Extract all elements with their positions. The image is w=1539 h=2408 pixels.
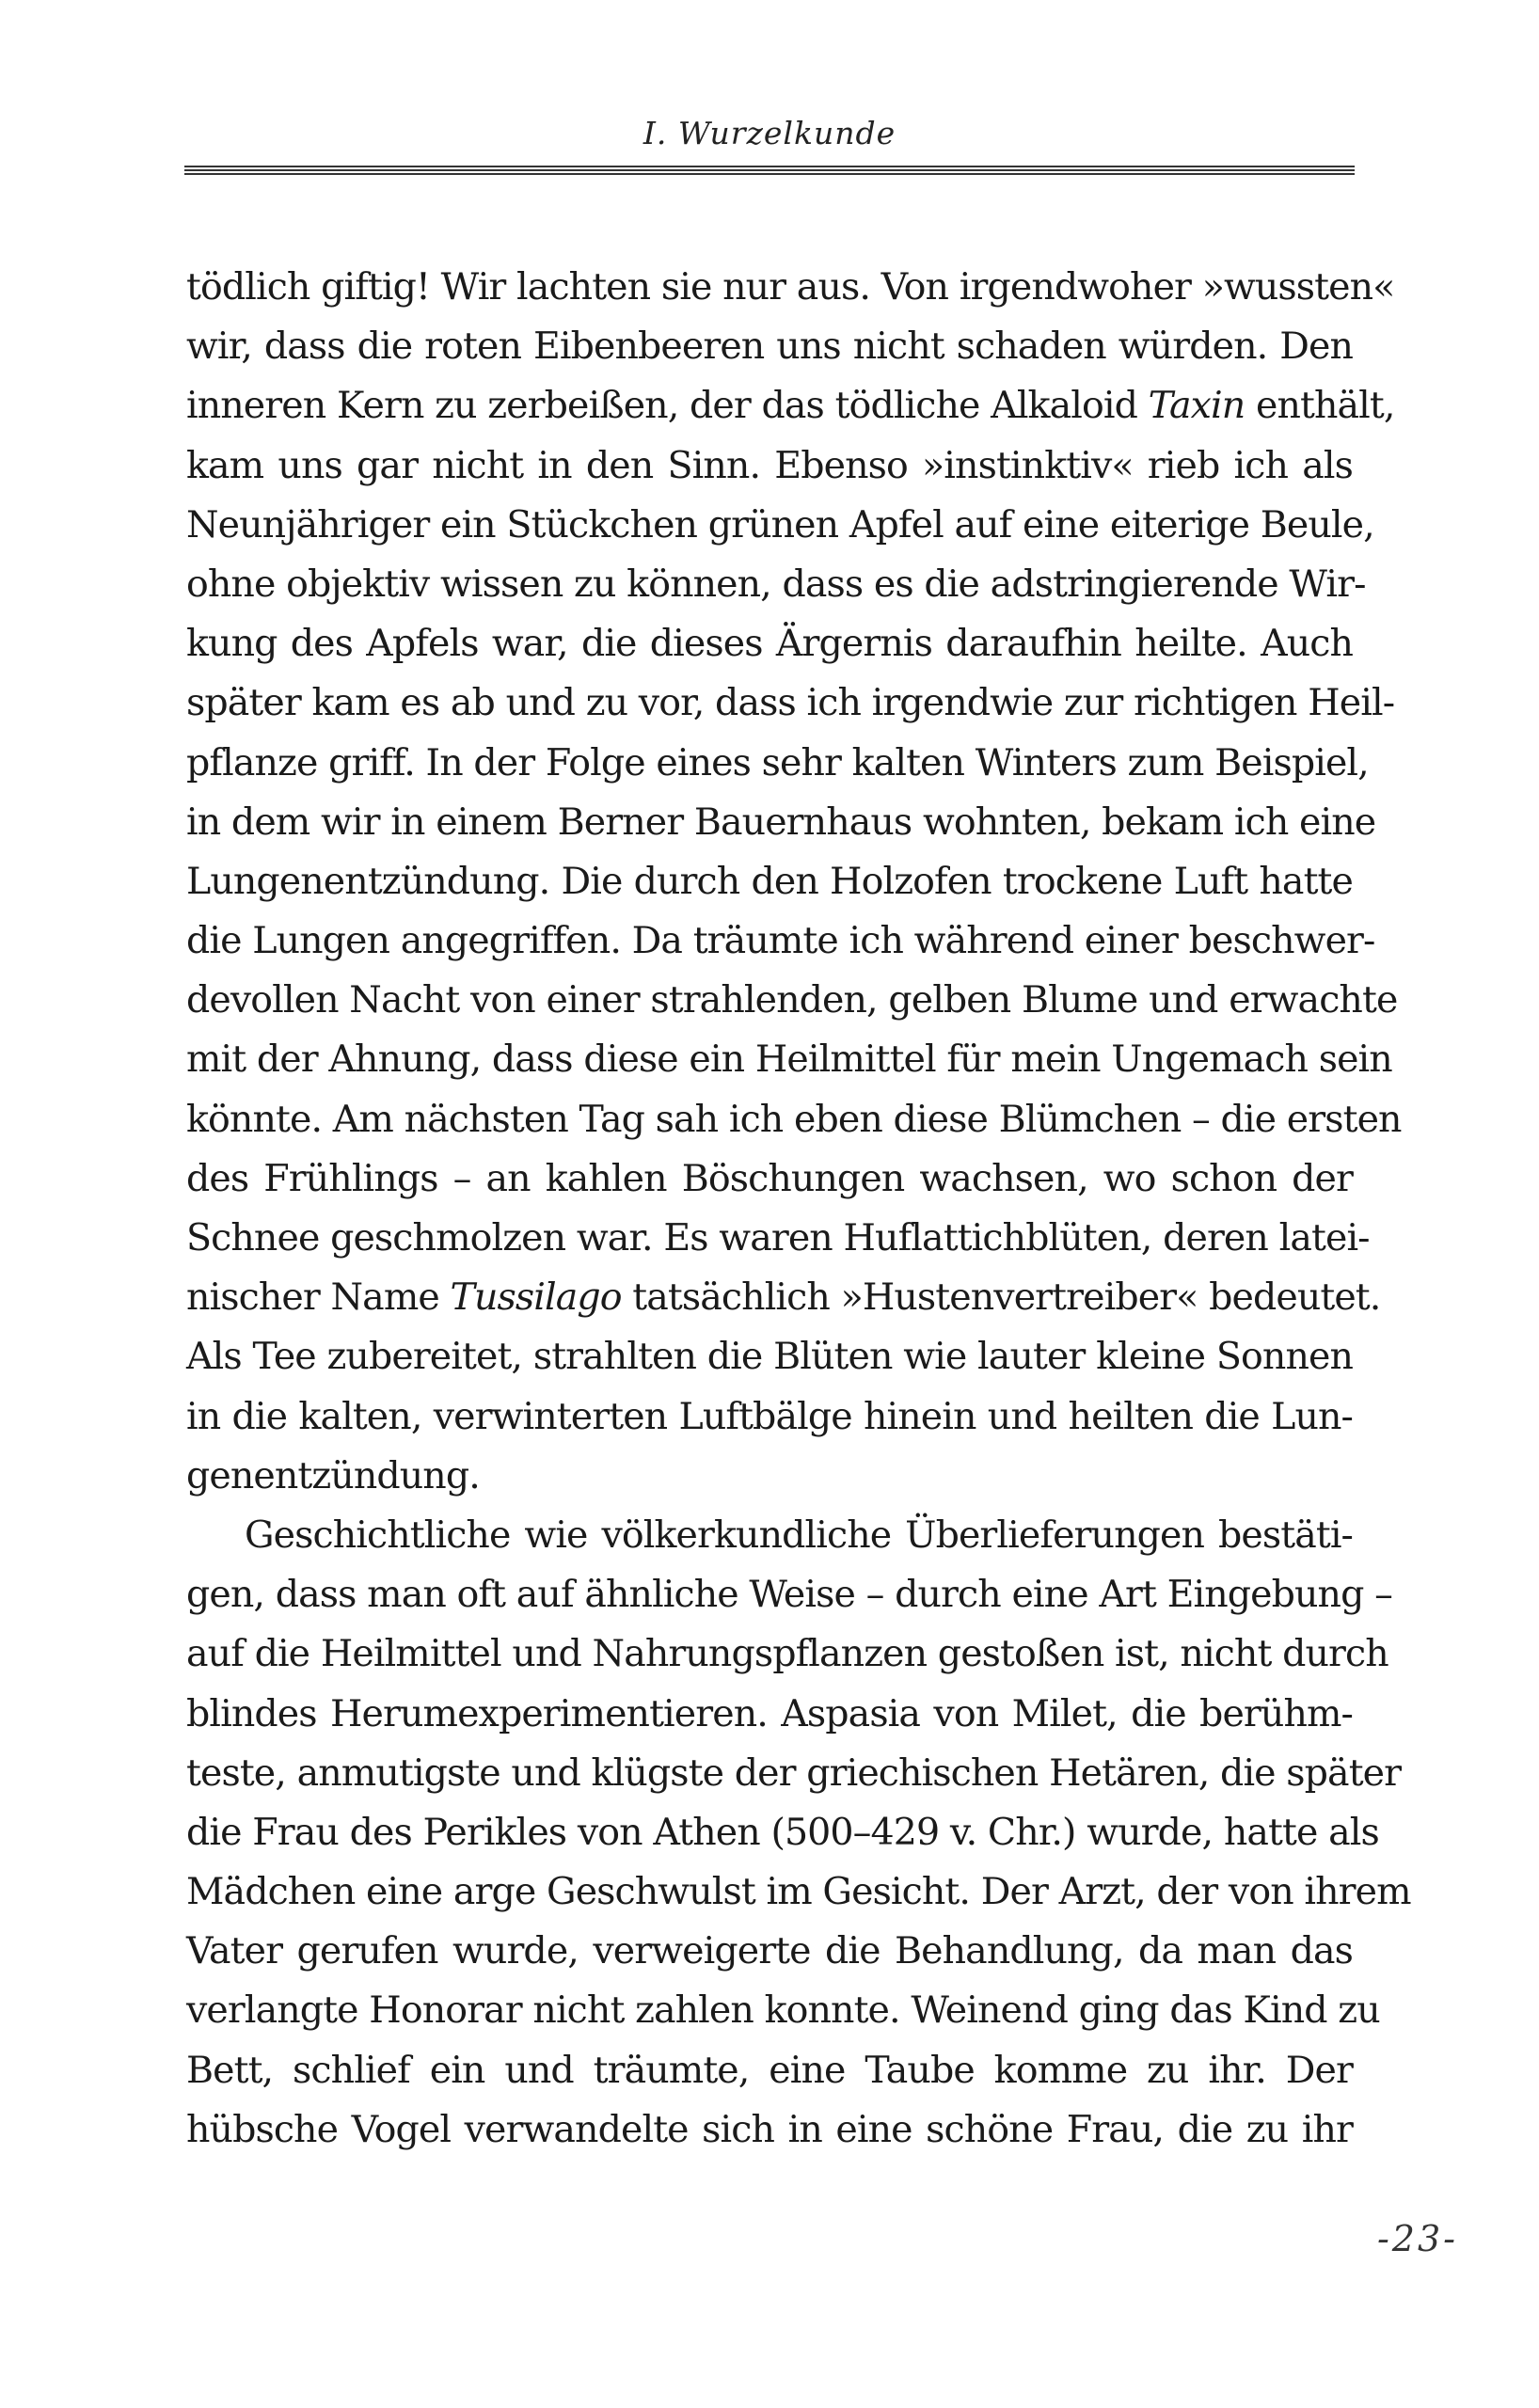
text-span: mit der Ahnung, dass diese ein Heilmittel für mein Ungemach sein (186, 1038, 1392, 1082)
text-line (186, 793, 1376, 852)
text-line (186, 614, 1353, 673)
text-line (186, 376, 1395, 436)
text-line (186, 317, 1353, 376)
text-line (186, 1803, 1379, 1862)
text-span: verlangte Honorar nicht zahlen konnte. Weinend ging das Kind zu (186, 1988, 1380, 2033)
text-line (186, 1387, 1353, 1447)
text-span: devollen Nacht von einer strahlenden, gelben Blume und erwachte (186, 978, 1398, 1022)
text-span: Geschichtliche wie völkerkundliche Überlieferungen bestäti- (245, 1513, 1353, 1557)
text-span: teste, anmutigste und klügste der griechischen Hetären, die später (186, 1751, 1402, 1795)
text-span: auf die Heilmittel und Nahrungspflanzen gestoßen ist, nicht durch (186, 1632, 1388, 1676)
text-span: kung des Apfels war, die dieses Ärgernis daraufhin heilte. Auch (186, 622, 1353, 666)
text-line (186, 1565, 1392, 1624)
text-span: Bett, schlief ein und träumte, eine Taube komme zu ihr. Der (186, 2048, 1353, 2092)
text-span: Als Tee zubereitet, strahlten die Blüten wie lauter kleine Sonnen (186, 1335, 1353, 1379)
running-head: I. Wurzelkunde (643, 115, 896, 151)
text-span: genentzündung. (186, 1453, 480, 1497)
text-line (186, 1624, 1388, 1684)
text-line (186, 1149, 1353, 1209)
text-line (186, 1981, 1380, 2040)
text-span: kam uns gar nicht in den Sinn. Ebenso »instinktiv« rieb ich als (186, 443, 1353, 487)
text-line (186, 1744, 1402, 1803)
text-line (186, 1922, 1353, 1981)
text-span: nischer Name (186, 1275, 451, 1320)
text-span: Mädchen eine arge Geschwulst im Gesicht. Der Arzt, der von ihrem (186, 1870, 1411, 1914)
text-line (186, 852, 1353, 911)
text-line (186, 734, 1369, 793)
text-span: in dem wir in einem Berner Bauernhaus wohnten, bekam ich eine (186, 800, 1376, 844)
text-line (186, 911, 1375, 971)
text-span: die Lungen angegriffen. Da träumte ich während einer beschwer- (186, 919, 1375, 963)
text-span: in die kalten, verwinterten Luftbälge hinein und heilten die Lun- (186, 1394, 1353, 1438)
text-line (186, 1862, 1411, 1922)
text-span: blindes Herumexperimentieren. Aspasia von Milet, die berühm- (186, 1691, 1353, 1735)
text-line (186, 2041, 1353, 2100)
body-text (186, 258, 1411, 2160)
text-line (186, 1030, 1392, 1089)
text-line (186, 436, 1353, 496)
text-span: wir, dass die roten Eibenbeeren uns nicht schaden würden. Den (186, 325, 1353, 369)
text-span: hübsche Vogel verwandelte sich in eine schöne Frau, die zu ihr (186, 2107, 1353, 2151)
text-span: Neunjähriger ein Stückchen grünen Apfel auf eine eiterige Beule, (186, 502, 1374, 547)
text-line (186, 1268, 1381, 1327)
italic-term: Taxin (1148, 384, 1245, 428)
text-line (186, 258, 1395, 317)
text-line (186, 2100, 1353, 2160)
text-span: Lungenentzündung. Die durch den Holzofen trockene Luft hatte (186, 859, 1353, 903)
text-line (186, 673, 1395, 733)
text-span: pflanze griff. In der Folge eines sehr kalten Winters zum Beispiel, (186, 740, 1369, 784)
header-rule (184, 166, 1355, 175)
page-number: -23- (1376, 2218, 1458, 2259)
text-line (186, 1327, 1353, 1386)
text-line (186, 1685, 1353, 1744)
text-line (186, 1209, 1370, 1268)
text-span: ohne objektiv wissen zu können, dass es die adstringierende Wir- (186, 562, 1366, 606)
text-span: Schnee geschmolzen war. Es waren Huflattichblüten, deren latei- (186, 1216, 1370, 1259)
text-line (186, 555, 1366, 614)
text-span: tödlich giftig! Wir lachten sie nur aus. Von irgendwoher »wussten« (186, 265, 1395, 309)
text-span: inneren Kern zu zerbeißen, der das tödliche Alkaloid (186, 384, 1149, 428)
text-span: des Frühlings – an kahlen Böschungen wachsen, wo schon der (186, 1156, 1353, 1200)
text-line (186, 1506, 1353, 1565)
text-line (186, 1447, 1353, 1506)
text-line (186, 971, 1398, 1030)
text-line (186, 496, 1374, 555)
text-span: Vater gerufen wurde, verweigerte die Behandlung, da man das (186, 1929, 1353, 1973)
text-line (186, 1090, 1402, 1149)
text-span: gen, dass man oft auf ähnliche Weise – durch eine Art Eingebung – (186, 1573, 1392, 1617)
text-span: die Frau des Perikles von Athen (500–429 v. Chr.) wurde, hatte als (186, 1810, 1379, 1854)
italic-term: Tussilago (450, 1275, 622, 1320)
text-span: tatsächlich »Hustenvertreiber« bedeutet. (621, 1275, 1381, 1320)
text-span: enthält, (1245, 384, 1395, 428)
text-span: später kam es ab und zu vor, dass ich irgendwie zur richtigen Heil- (186, 681, 1395, 725)
text-span: könnte. Am nächsten Tag sah ich eben diese Blümchen – die ersten (186, 1097, 1402, 1141)
